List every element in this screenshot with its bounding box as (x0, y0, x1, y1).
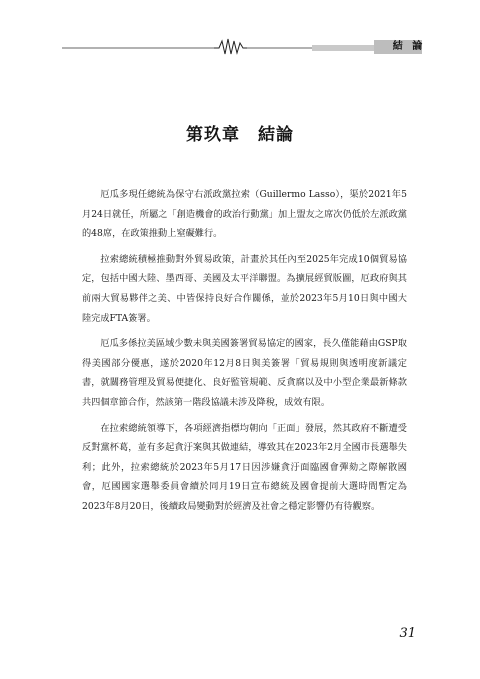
chapter-title: 第玖章 結論 (186, 125, 294, 145)
body-text (82, 185, 407, 523)
header-section-label: 結 論 (392, 41, 426, 52)
page-number: 31 (399, 626, 416, 641)
paragraph: 拉索總統積極推動對外貿易政策，計畫於其任內至2025年完成10個貿易協定，包括中國大陸、墨西哥、美國及太平洋聯盟。為擴展經貿版圖，厄政府與其前兩大貿易夥伴之美、中皆保持良好合作關係，並於2023年5月10日與中國大陸完成FTA簽署。 (82, 253, 407, 324)
running-header (62, 36, 426, 56)
header-ornament (62, 36, 422, 56)
paragraph: 在拉索總統領導下，各項經濟指標均朝向「正面」發展，然其政府不斷遭受反對黨杯葛，並有多起貪汙案與其做連結，導致其在2023年2月全國市長選舉失利；此外，拉索總統於2023年5月17日因涉嫌貪汙面臨國會彈劾之際解散國會，厄國國家選舉委員會續於同月19日宣布總統及國會提前大選時間暫定為2023年8月20日，後續政局變動對於經濟及社會之穩定影響仍有待觀察。 (82, 422, 407, 512)
header-zigzag-ornament (214, 39, 247, 54)
paragraph: 厄瓜多現任總統為保守右派政黨拉索（Guillermo Lasso），渠於2021年5月24日就任，所屬之「創造機會的政治行動黨」加上盟友之席次仍低於左派政黨的48席，在政策推動上窒礙難行。 (82, 189, 407, 240)
paragraph: 厄瓜多係拉美區域少數未與美國簽署貿易協定的國家，長久僅能藉由GSP取得美國部分優惠，遂於2020年12月8日與美簽署「貿易規則與透明度新議定書，就關務管理及貿易便捷化、良好監管規範、反貪腐以及中小型企業最新條款共四個章節合作，然該第一階段協議未涉及降稅，成效有限。 (82, 338, 407, 408)
header-tab-shade (312, 45, 374, 51)
